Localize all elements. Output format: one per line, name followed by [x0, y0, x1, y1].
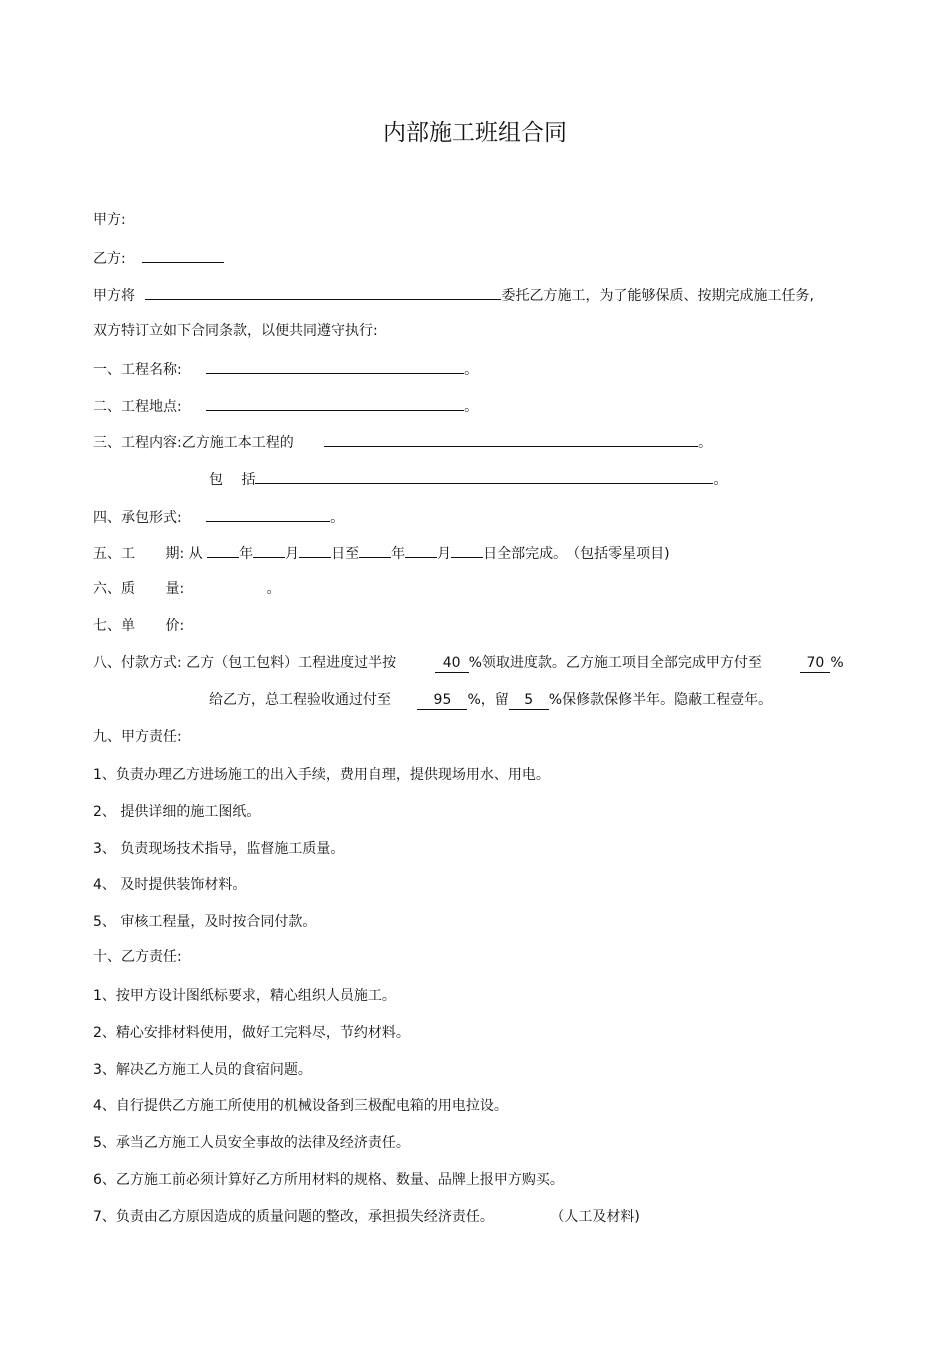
clause-9-label: 九、甲方责任: — [93, 729, 182, 745]
clause-8-text5: %保修款保修半年。隐蔽工程壹年。 — [548, 692, 773, 708]
party-a-duty-1: 1、负责办理乙方进场施工的出入手续，费用自理，提供现场用水、用电。 — [93, 767, 550, 783]
clause-3-include — [209, 469, 727, 489]
party-b-duty-1: 1、按甲方设计图纸标要求，精心组织人员施工。 — [93, 988, 396, 1004]
clause-1 — [93, 359, 478, 379]
include-label-1: 包 — [209, 472, 223, 488]
party-a-line — [93, 211, 126, 229]
end-month-blank[interactable] — [405, 543, 437, 558]
clause-6-label2: 量: — [165, 581, 185, 597]
party-b-duty-7-note: （人工及材料) — [550, 1209, 640, 1225]
party-b-duty-6: 6、乙方施工前必须计算好乙方所用材料的规格、数量、品牌上报甲方购买。 — [93, 1172, 564, 1188]
party-a-label: 甲方: — [93, 212, 126, 228]
clause-8-text4: %，留 — [467, 692, 509, 708]
clause-5-month1: 月 — [285, 546, 300, 562]
clause-5-day1: 日至 — [331, 546, 360, 562]
party-b-label: 乙方: — [93, 251, 126, 267]
clause-8-text3: 给乙方，总工程验收通过付至 — [209, 692, 391, 708]
clause-5 — [93, 543, 670, 563]
clause-7 — [93, 617, 184, 635]
include-blank[interactable] — [255, 469, 713, 484]
end-year-blank[interactable] — [359, 543, 391, 558]
end-day-blank[interactable] — [451, 543, 483, 558]
clause-4-end: 。 — [330, 510, 345, 526]
intro-line-2: 双方特订立如下合同条款，以便共同遵守执行: — [93, 323, 378, 339]
clause-2-end: 。 — [464, 399, 479, 415]
clause-10-label: 十、乙方责任: — [93, 949, 182, 965]
clause-6-end: 。 — [266, 581, 281, 597]
entrusted-blank[interactable] — [145, 285, 501, 300]
clause-5-day2: 日全部完成。 — [483, 546, 568, 562]
clause-5-month2: 月 — [437, 546, 452, 562]
start-day-blank[interactable] — [299, 543, 331, 558]
clause-5-year2: 年 — [391, 546, 406, 562]
clause-8-text1: 乙方（包工包料）工程进度过半按 — [186, 655, 397, 671]
include-label-2: 括 — [241, 472, 256, 488]
clause-3 — [93, 432, 712, 452]
party-b-duty-4: 4、自行提供乙方施工所使用的机械设备到三极配电箱的用电拉设。 — [93, 1098, 508, 1114]
clause-5-from: 从 — [188, 546, 203, 562]
party-b-duty-3: 3、解决乙方施工人员的食宿问题。 — [93, 1062, 312, 1078]
clause-8-label: 八、付款方式: — [93, 655, 182, 671]
clause-7-label: 七、单 — [93, 618, 135, 634]
contract-title: 内部施工班组合同 — [383, 120, 567, 146]
intro-line-1 — [93, 285, 814, 305]
party-a-duty-4: 4、 及时提供装饰材料。 — [93, 877, 247, 893]
clause-7-label2: 价: — [165, 618, 185, 634]
clause-3-end: 。 — [698, 435, 713, 451]
party-a-duty-5: 5、 审核工程量，及时按合同付款。 — [93, 914, 317, 930]
clause-2-label: 二、工程地点: — [93, 399, 182, 415]
clause-4-label: 四、承包形式: — [93, 510, 182, 526]
intro-prefix: 甲方将 — [93, 288, 135, 304]
party-b-duty-7 — [93, 1208, 640, 1226]
include-end: 。 — [713, 472, 728, 488]
acceptance-percent-field[interactable]: 95 — [417, 691, 467, 710]
clause-5-year1: 年 — [239, 546, 254, 562]
intro-suffix: 委托乙方施工，为了能够保质、按期完成施工任务, — [501, 288, 814, 304]
project-name-blank[interactable] — [206, 359, 464, 374]
clause-5-note: （包括零星项目) — [573, 546, 670, 562]
contract-form-blank[interactable] — [206, 507, 330, 522]
progress-percent-field[interactable]: 40 — [435, 654, 469, 673]
clause-8-text2: %领取进度款。乙方施工项目全部完成甲方付至 — [468, 655, 762, 671]
party-a-duty-3: 3、 负责现场技术指导，监督施工质量。 — [93, 841, 345, 857]
clause-2 — [93, 396, 478, 416]
project-content-blank[interactable] — [324, 432, 698, 447]
clause-1-label: 一、工程名称: — [93, 362, 182, 378]
party-b-duty-7-text: 7、负责由乙方原因造成的质量问题的整改，承担损失经济责任。 — [93, 1209, 494, 1225]
clause-1-end: 。 — [464, 362, 479, 378]
party-a-duty-2: 2、 提供详细的施工图纸。 — [93, 804, 261, 820]
clause-8-line-1 — [93, 654, 893, 673]
clause-6-label: 六、质 — [93, 581, 135, 597]
start-year-blank[interactable] — [207, 543, 239, 558]
party-b-line — [93, 248, 224, 268]
start-month-blank[interactable] — [253, 543, 285, 558]
party-b-duty-5: 5、承当乙方施工人员安全事故的法律及经济责任。 — [93, 1135, 410, 1151]
clause-8-line-2 — [209, 691, 772, 710]
clause-6 — [93, 580, 281, 598]
clause-5-label2: 期: — [165, 546, 185, 562]
retention-percent-field[interactable]: 5 — [509, 691, 549, 710]
clause-5-label: 五、工 — [93, 546, 135, 562]
project-location-blank[interactable] — [206, 396, 464, 411]
clause-3-text: 乙方施工本工程的 — [181, 435, 294, 451]
clause-8-pct2-suffix: % — [830, 655, 844, 671]
party-b-duty-2: 2、精心安排材料使用，做好工完料尽，节约材料。 — [93, 1025, 410, 1041]
clause-3-label: 三、工程内容: — [93, 435, 182, 451]
clause-4 — [93, 507, 344, 527]
party-b-blank[interactable] — [142, 248, 224, 263]
completion-percent-field[interactable]: 70 — [800, 654, 830, 673]
